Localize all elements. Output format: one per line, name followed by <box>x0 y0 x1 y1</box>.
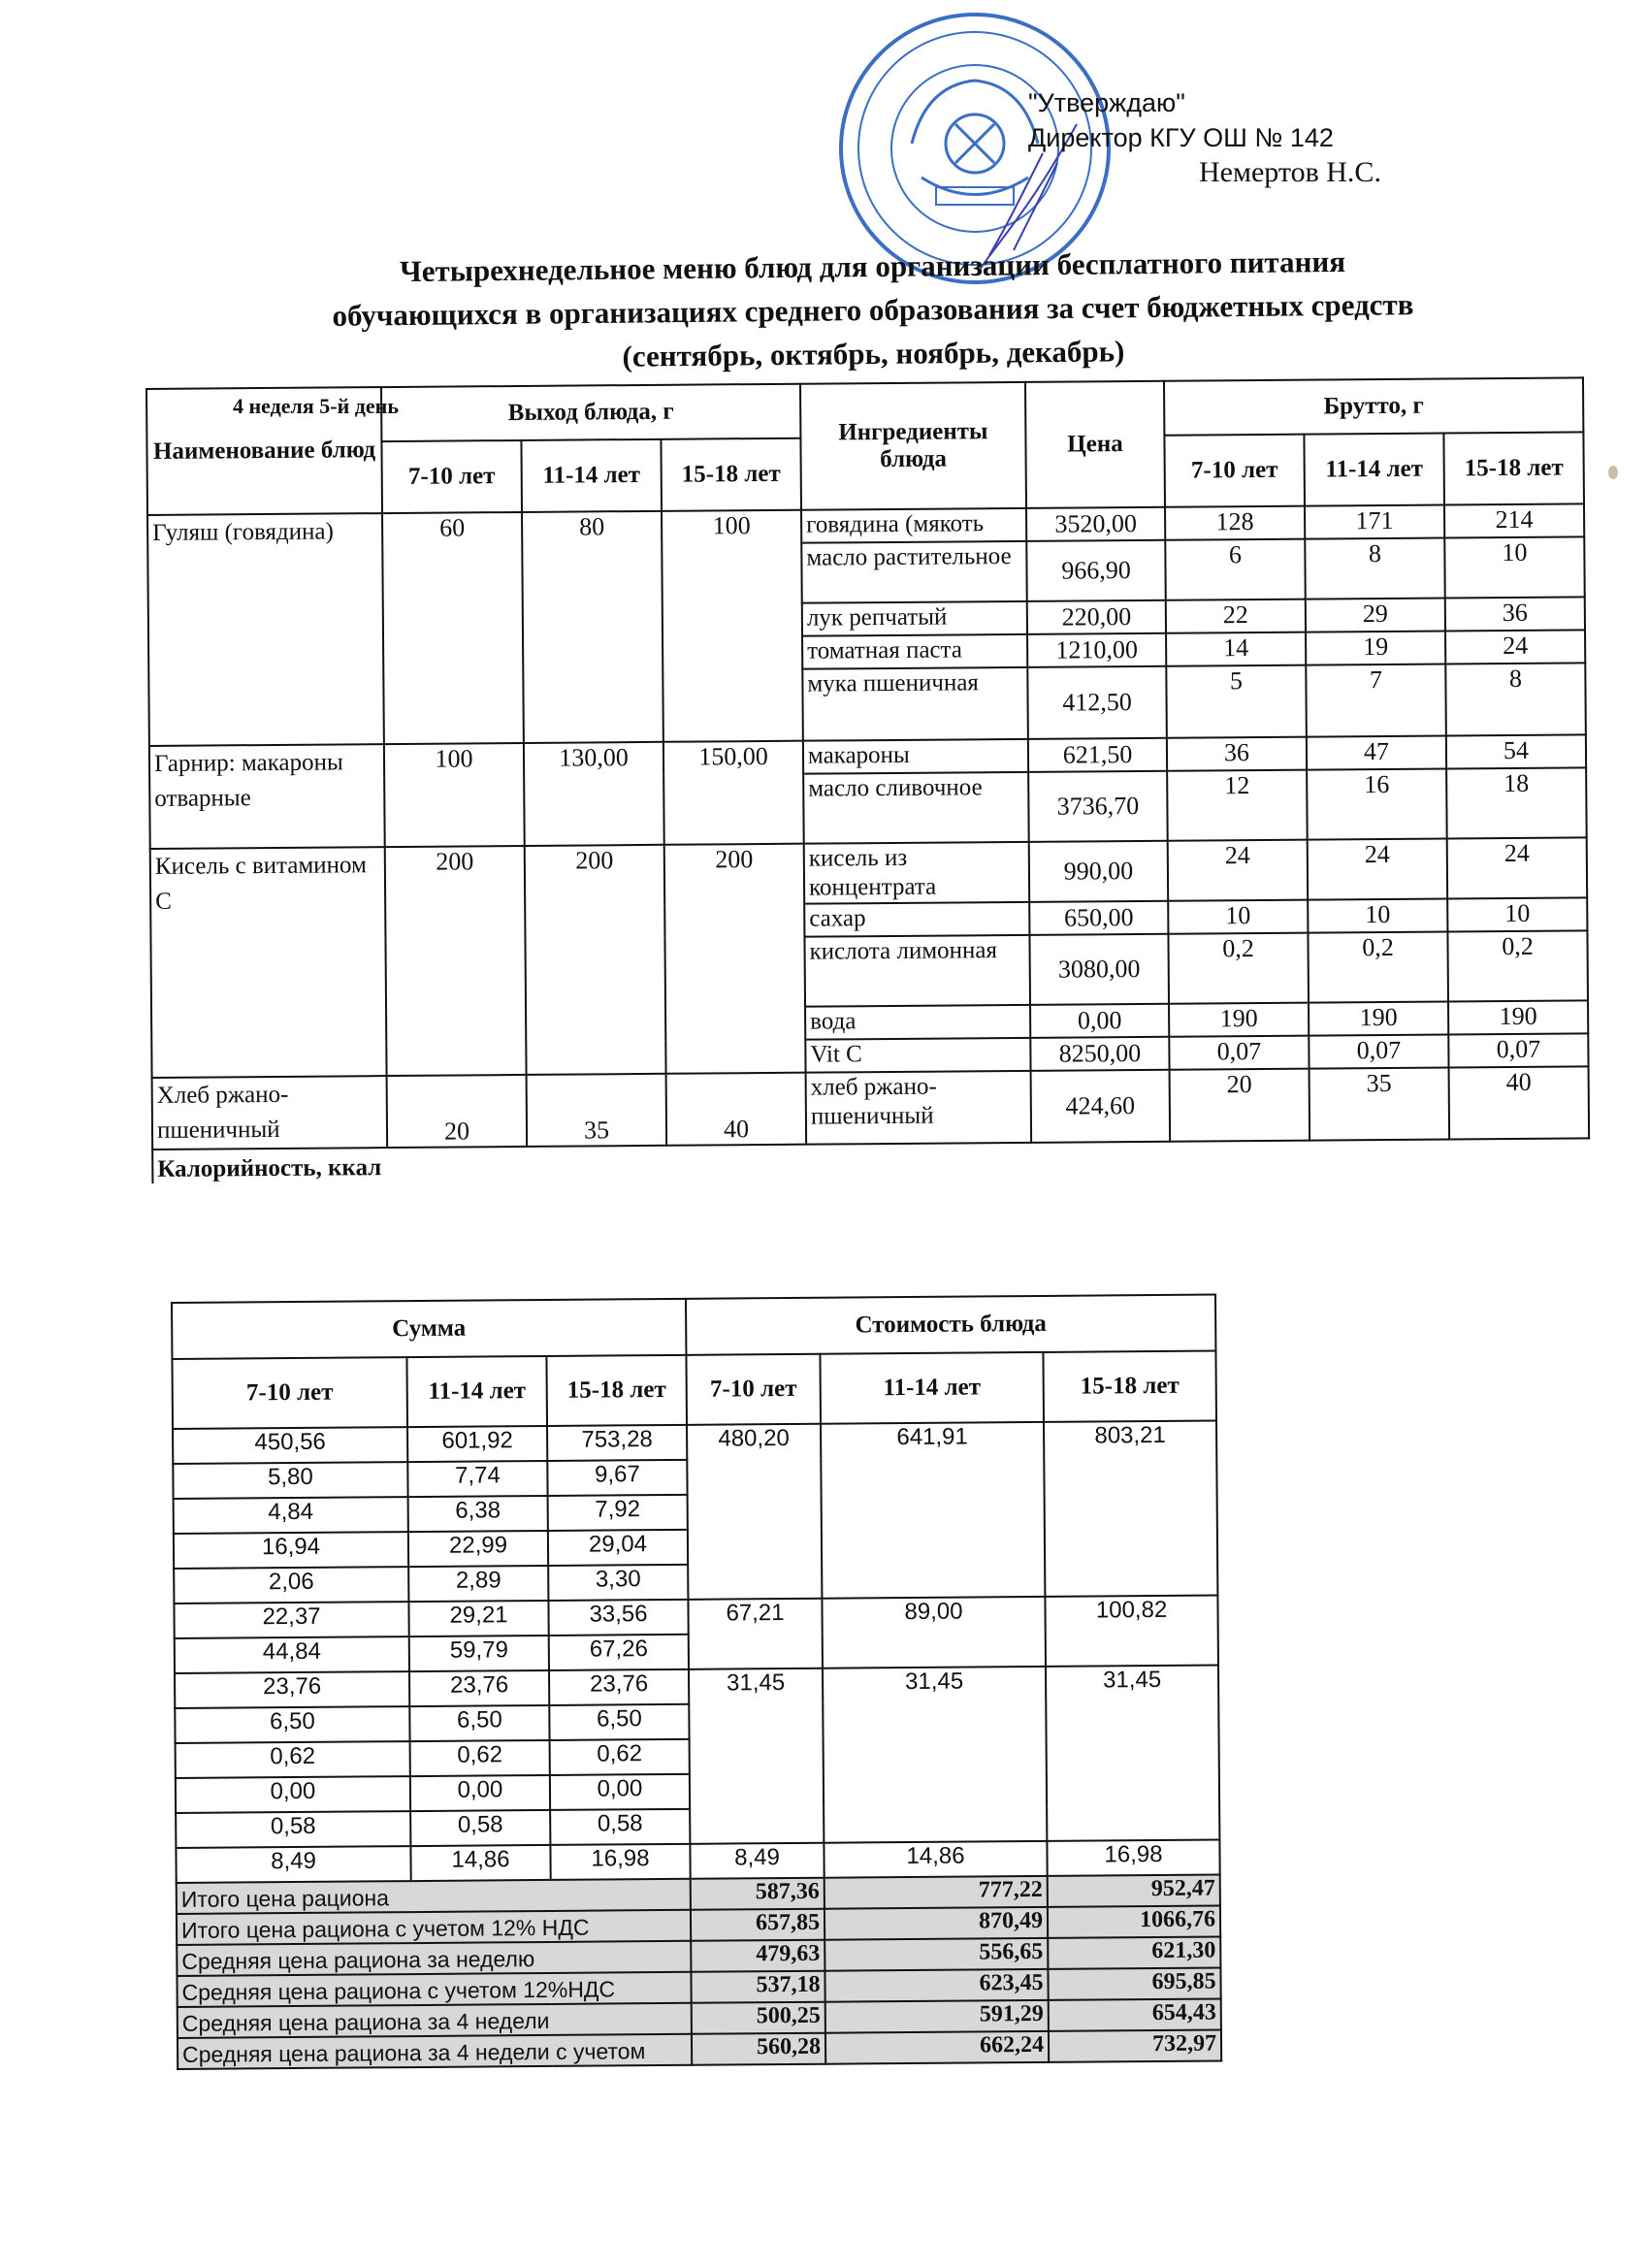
dish-cost: 31,45 <box>1046 1666 1219 1841</box>
approval-block <box>1028 85 1381 190</box>
ingredient-gross: 10 <box>1308 898 1447 932</box>
header-cost-age: 15-18 лет <box>1043 1351 1216 1422</box>
ingredient-sum: 7,92 <box>548 1495 688 1531</box>
summary-value: 695,85 <box>1048 1968 1220 2000</box>
dish-output: 20 <box>387 1075 528 1148</box>
header-sum-age: 7-10 лет <box>172 1357 407 1429</box>
dish-output: 200 <box>664 844 806 1074</box>
summary-value: 479,63 <box>691 1940 824 1972</box>
ingredient-gross: 0,2 <box>1168 933 1309 1004</box>
summary-value: 657,85 <box>691 1909 824 1941</box>
ingredient-price: 8250,00 <box>1030 1037 1169 1071</box>
ingredient-gross: 0,07 <box>1169 1036 1309 1070</box>
ingredient-price: 621,50 <box>1028 738 1167 772</box>
dish-output: 130,00 <box>524 742 664 846</box>
ingredient-sum: 23,76 <box>549 1669 689 1705</box>
ingredient-price: 1210,00 <box>1027 633 1166 667</box>
scan-mark <box>1608 466 1618 479</box>
ingredient-gross: 14 <box>1166 632 1306 666</box>
ingredient-gross: 190 <box>1309 1001 1448 1035</box>
ingredient-name: масло растительное <box>801 541 1026 603</box>
ingredient-name: сахар <box>804 902 1029 937</box>
ingredient-gross: 7 <box>1306 664 1446 736</box>
ingredient-gross: 214 <box>1444 503 1584 537</box>
ingredient-sum: 0,58 <box>410 1810 550 1846</box>
summary-value: 500,25 <box>692 2002 825 2034</box>
ingredient-gross: 190 <box>1448 1000 1588 1034</box>
approval-signatory: Немертов Н.С. <box>1199 156 1381 188</box>
ingredient-name: лук репчатый <box>802 601 1027 636</box>
cost-row <box>175 1666 1218 1708</box>
ingredient-sum: 0,62 <box>176 1741 410 1778</box>
summary-value: 654,43 <box>1049 1999 1221 2031</box>
ingredient-price: 3736,70 <box>1028 771 1168 842</box>
ingredient-price: 966,90 <box>1026 540 1165 601</box>
header-cost-age: 11-14 лет <box>820 1352 1044 1424</box>
ingredient-sum: 7,74 <box>407 1461 547 1497</box>
ingredient-gross: 128 <box>1165 506 1305 540</box>
summary-label: Средняя цена рациона за неделю <box>177 1941 691 1976</box>
ingredient-sum: 3,30 <box>548 1565 688 1601</box>
dish-cost: 67,21 <box>688 1599 823 1669</box>
ingredient-sum: 16,98 <box>550 1844 690 1880</box>
ingredient-gross: 54 <box>1446 734 1586 768</box>
dish-cost: 31,45 <box>823 1667 1047 1843</box>
ingredient-sum: 753,28 <box>547 1425 687 1461</box>
header-sum-age: 15-18 лет <box>546 1355 687 1426</box>
header-price: Цена <box>1025 381 1165 508</box>
header-output: Выход блюда, г <box>381 384 800 441</box>
summary-value: 587,36 <box>691 1878 824 1910</box>
summary-value: 732,97 <box>1049 2030 1221 2062</box>
ingredient-price: 3520,00 <box>1026 507 1165 541</box>
cost-table <box>171 1294 1222 2070</box>
menu-table <box>146 376 1590 1183</box>
summary-value: 777,22 <box>824 1876 1048 1909</box>
ingredient-sum: 22,37 <box>174 1602 408 1638</box>
ingredient-sum: 22,99 <box>408 1531 548 1567</box>
approval-position: Директор КГУ ОШ № 142 <box>1028 123 1334 152</box>
ingredient-sum: 0,62 <box>410 1740 550 1776</box>
ingredient-price: 220,00 <box>1027 600 1166 634</box>
header-cost-age: 7-10 лет <box>686 1354 821 1425</box>
ingredient-gross: 171 <box>1305 504 1444 538</box>
ingredient-sum: 23,76 <box>409 1670 549 1706</box>
ingredient-gross: 24 <box>1445 630 1585 664</box>
dish-cost: 480,20 <box>687 1424 822 1600</box>
ingredient-sum: 6,50 <box>549 1704 689 1740</box>
ingredient-name: говядина (мякоть <box>801 508 1026 543</box>
dish-cost: 31,45 <box>689 1669 824 1844</box>
header-gross: Брутто, г <box>1164 377 1583 435</box>
ingredient-name: масло сливочное <box>803 772 1029 844</box>
ingredient-gross: 22 <box>1166 599 1306 633</box>
ingredient-sum: 450,56 <box>173 1427 407 1464</box>
ingredient-sum: 67,26 <box>549 1635 689 1670</box>
ingredient-sum: 0,00 <box>550 1774 690 1810</box>
ingredient-gross: 35 <box>1310 1067 1450 1140</box>
header-gross-age: 7-10 лет <box>1164 435 1305 507</box>
ingredient-row <box>152 1066 1590 1150</box>
header-gross-age: 11-14 лет <box>1304 433 1444 505</box>
ingredient-name: томатная паста <box>802 634 1027 669</box>
approval-line: "Утверждаю" <box>1028 88 1185 117</box>
ingredient-sum: 6,38 <box>408 1496 548 1532</box>
ingredient-gross: 36 <box>1445 597 1585 631</box>
ingredient-gross: 0,2 <box>1447 930 1588 1001</box>
summary-label: Средняя цена рациона за 4 недели <box>178 2003 692 2038</box>
ingredient-gross: 0,07 <box>1309 1034 1448 1068</box>
summary-value: 662,24 <box>825 2031 1049 2064</box>
title-line-1: Четырехнедельное меню блюд для организации бесплатного питания <box>399 243 1346 289</box>
summary-label: Итого цена рациона <box>177 1879 691 1914</box>
dish-output: 100 <box>384 743 525 847</box>
header-output-age: 11-14 лет <box>521 439 662 512</box>
summary-value: 560,28 <box>692 2033 825 2065</box>
summary-value: 952,47 <box>1048 1875 1220 1907</box>
ingredient-gross: 8 <box>1305 537 1444 599</box>
summary-value: 1066,76 <box>1048 1906 1220 1938</box>
calories-label: Калорийность, ккал <box>152 1138 1589 1183</box>
dish-name: Гарнир: макароны отварные <box>149 744 385 849</box>
ingredient-gross: 190 <box>1169 1003 1309 1037</box>
summary-label: Итого цена рациона с учетом 12% НДС <box>177 1910 691 1945</box>
summary-value: 623,45 <box>824 1969 1048 2002</box>
header-sum-age: 11-14 лет <box>406 1356 547 1427</box>
ingredient-sum: 4,84 <box>174 1497 408 1534</box>
summary-label: Средняя цена рациона за 4 недели с учетом <box>178 2034 692 2069</box>
week-day-label: 4 неделя 5-й день <box>233 394 399 418</box>
dish-output: 80 <box>522 511 663 743</box>
title-line-2: обучающихся в организациях среднего образования за счет бюджетных средств <box>332 287 1414 333</box>
summary-value: 870,49 <box>824 1907 1048 1940</box>
ingredient-gross: 12 <box>1167 770 1308 841</box>
ingredient-name: вода <box>805 1005 1030 1040</box>
ingredient-gross: 0,2 <box>1308 931 1448 1002</box>
ingredient-gross: 16 <box>1307 768 1447 839</box>
dish-cost: 8,49 <box>690 1843 824 1879</box>
ingredient-gross: 6 <box>1165 539 1305 600</box>
ingredient-price: 424,60 <box>1031 1070 1171 1143</box>
dish-name: Хлеб ржано-пшеничный <box>152 1076 388 1150</box>
dish-output: 35 <box>527 1074 667 1147</box>
document-title <box>271 239 1474 382</box>
ingredient-sum: 14,86 <box>410 1845 550 1881</box>
ingredient-sum: 6,50 <box>175 1706 409 1743</box>
ingredient-row <box>150 837 1587 909</box>
dish-cost: 100,82 <box>1045 1596 1218 1667</box>
header-gross-age: 15-18 лет <box>1443 432 1584 504</box>
ingredient-price: 650,00 <box>1029 901 1168 935</box>
dish-cost: 641,91 <box>821 1422 1045 1599</box>
cost-row <box>173 1421 1216 1464</box>
ingredient-gross: 24 <box>1447 837 1587 898</box>
ingredient-sum: 8,49 <box>176 1846 410 1883</box>
header-output-age: 7-10 лет <box>381 440 522 513</box>
dish-cost: 16,98 <box>1047 1840 1219 1876</box>
ingredient-sum: 0,00 <box>410 1775 550 1811</box>
summary-label: Средняя цена рациона с учетом 12%НДС <box>177 1972 691 2007</box>
ingredient-sum: 0,58 <box>176 1811 410 1848</box>
summary-value: 537,18 <box>691 1971 824 2003</box>
ingredient-gross: 10 <box>1447 897 1587 931</box>
header-ingredients: Ингредиенты блюда <box>800 382 1026 510</box>
header-dish-name: Наименование блюд <box>146 387 382 515</box>
ingredient-gross: 47 <box>1307 735 1446 769</box>
ingredient-sum: 59,79 <box>409 1636 549 1671</box>
ingredient-price: 0,00 <box>1030 1004 1169 1038</box>
ingredient-sum: 0,00 <box>176 1776 410 1813</box>
ingredient-name: кислота лимонная <box>804 935 1030 1007</box>
ingredient-price: 412,50 <box>1027 666 1167 739</box>
ingredient-name: Vit C <box>805 1038 1030 1073</box>
dish-output: 200 <box>525 845 666 1075</box>
ingredient-gross: 36 <box>1167 737 1307 771</box>
ingredient-gross: 8 <box>1445 663 1586 735</box>
dish-output: 100 <box>662 510 803 742</box>
ingredient-gross: 20 <box>1170 1069 1310 1142</box>
ingredient-sum: 6,50 <box>409 1705 549 1741</box>
ingredient-price: 3080,00 <box>1029 934 1169 1005</box>
summary-value: 591,29 <box>825 2000 1049 2033</box>
ingredient-sum: 5,80 <box>173 1462 407 1499</box>
title-line-3: (сентябрь, октябрь, ноябрь, декабрь) <box>622 334 1125 373</box>
ingredient-gross: 24 <box>1308 838 1447 899</box>
ingredient-sum: 601,92 <box>407 1426 547 1462</box>
ingredient-gross: 24 <box>1168 840 1308 901</box>
ingredient-sum: 9,67 <box>547 1460 687 1496</box>
dish-name: Гуляш (говядина) <box>147 513 384 746</box>
dish-name: Кисель с витамином С <box>150 847 387 1078</box>
ingredient-sum: 29,04 <box>548 1530 688 1566</box>
ingredient-gross: 29 <box>1306 598 1445 632</box>
ingredient-sum: 29,21 <box>408 1601 548 1636</box>
ingredient-name: кисель из концентрата <box>804 842 1029 904</box>
ingredient-gross: 40 <box>1449 1066 1590 1139</box>
dish-output: 60 <box>382 512 524 744</box>
dish-output: 40 <box>666 1073 807 1146</box>
ingredient-sum: 16,94 <box>174 1532 408 1569</box>
summary-value: 556,65 <box>824 1938 1048 1971</box>
ingredient-gross: 10 <box>1168 900 1308 934</box>
ingredient-name: макароны <box>803 739 1028 774</box>
ingredient-gross: 18 <box>1446 767 1587 838</box>
ingredient-sum: 2,89 <box>408 1566 548 1602</box>
ingredient-sum: 0,62 <box>550 1739 690 1775</box>
header-sum: Сумма <box>172 1299 686 1359</box>
ingredient-name: мука пшеничная <box>802 667 1028 741</box>
ingredient-price: 990,00 <box>1029 841 1168 902</box>
ingredient-gross: 19 <box>1306 631 1445 664</box>
ingredient-sum: 33,56 <box>548 1600 688 1636</box>
ingredient-sum: 44,84 <box>175 1636 409 1673</box>
ingredient-gross: 10 <box>1444 536 1584 598</box>
ingredient-gross: 5 <box>1166 665 1307 738</box>
summary-value: 621,30 <box>1048 1937 1220 1969</box>
cost-row <box>174 1596 1217 1638</box>
ingredient-gross: 0,07 <box>1448 1033 1588 1067</box>
dish-cost: 89,00 <box>822 1597 1046 1669</box>
ingredient-sum: 23,76 <box>175 1671 409 1708</box>
dish-output: 200 <box>385 846 527 1076</box>
dish-output: 150,00 <box>663 741 804 845</box>
ingredient-sum: 2,06 <box>174 1567 408 1604</box>
header-dish-cost: Стоимость блюда <box>686 1295 1215 1355</box>
dish-cost: 14,86 <box>824 1841 1047 1878</box>
dish-cost: 803,21 <box>1044 1421 1217 1597</box>
ingredient-sum: 0,58 <box>550 1809 690 1845</box>
ingredient-name: хлеб ржано-пшеничный <box>806 1071 1032 1145</box>
header-output-age: 15-18 лет <box>661 438 801 511</box>
